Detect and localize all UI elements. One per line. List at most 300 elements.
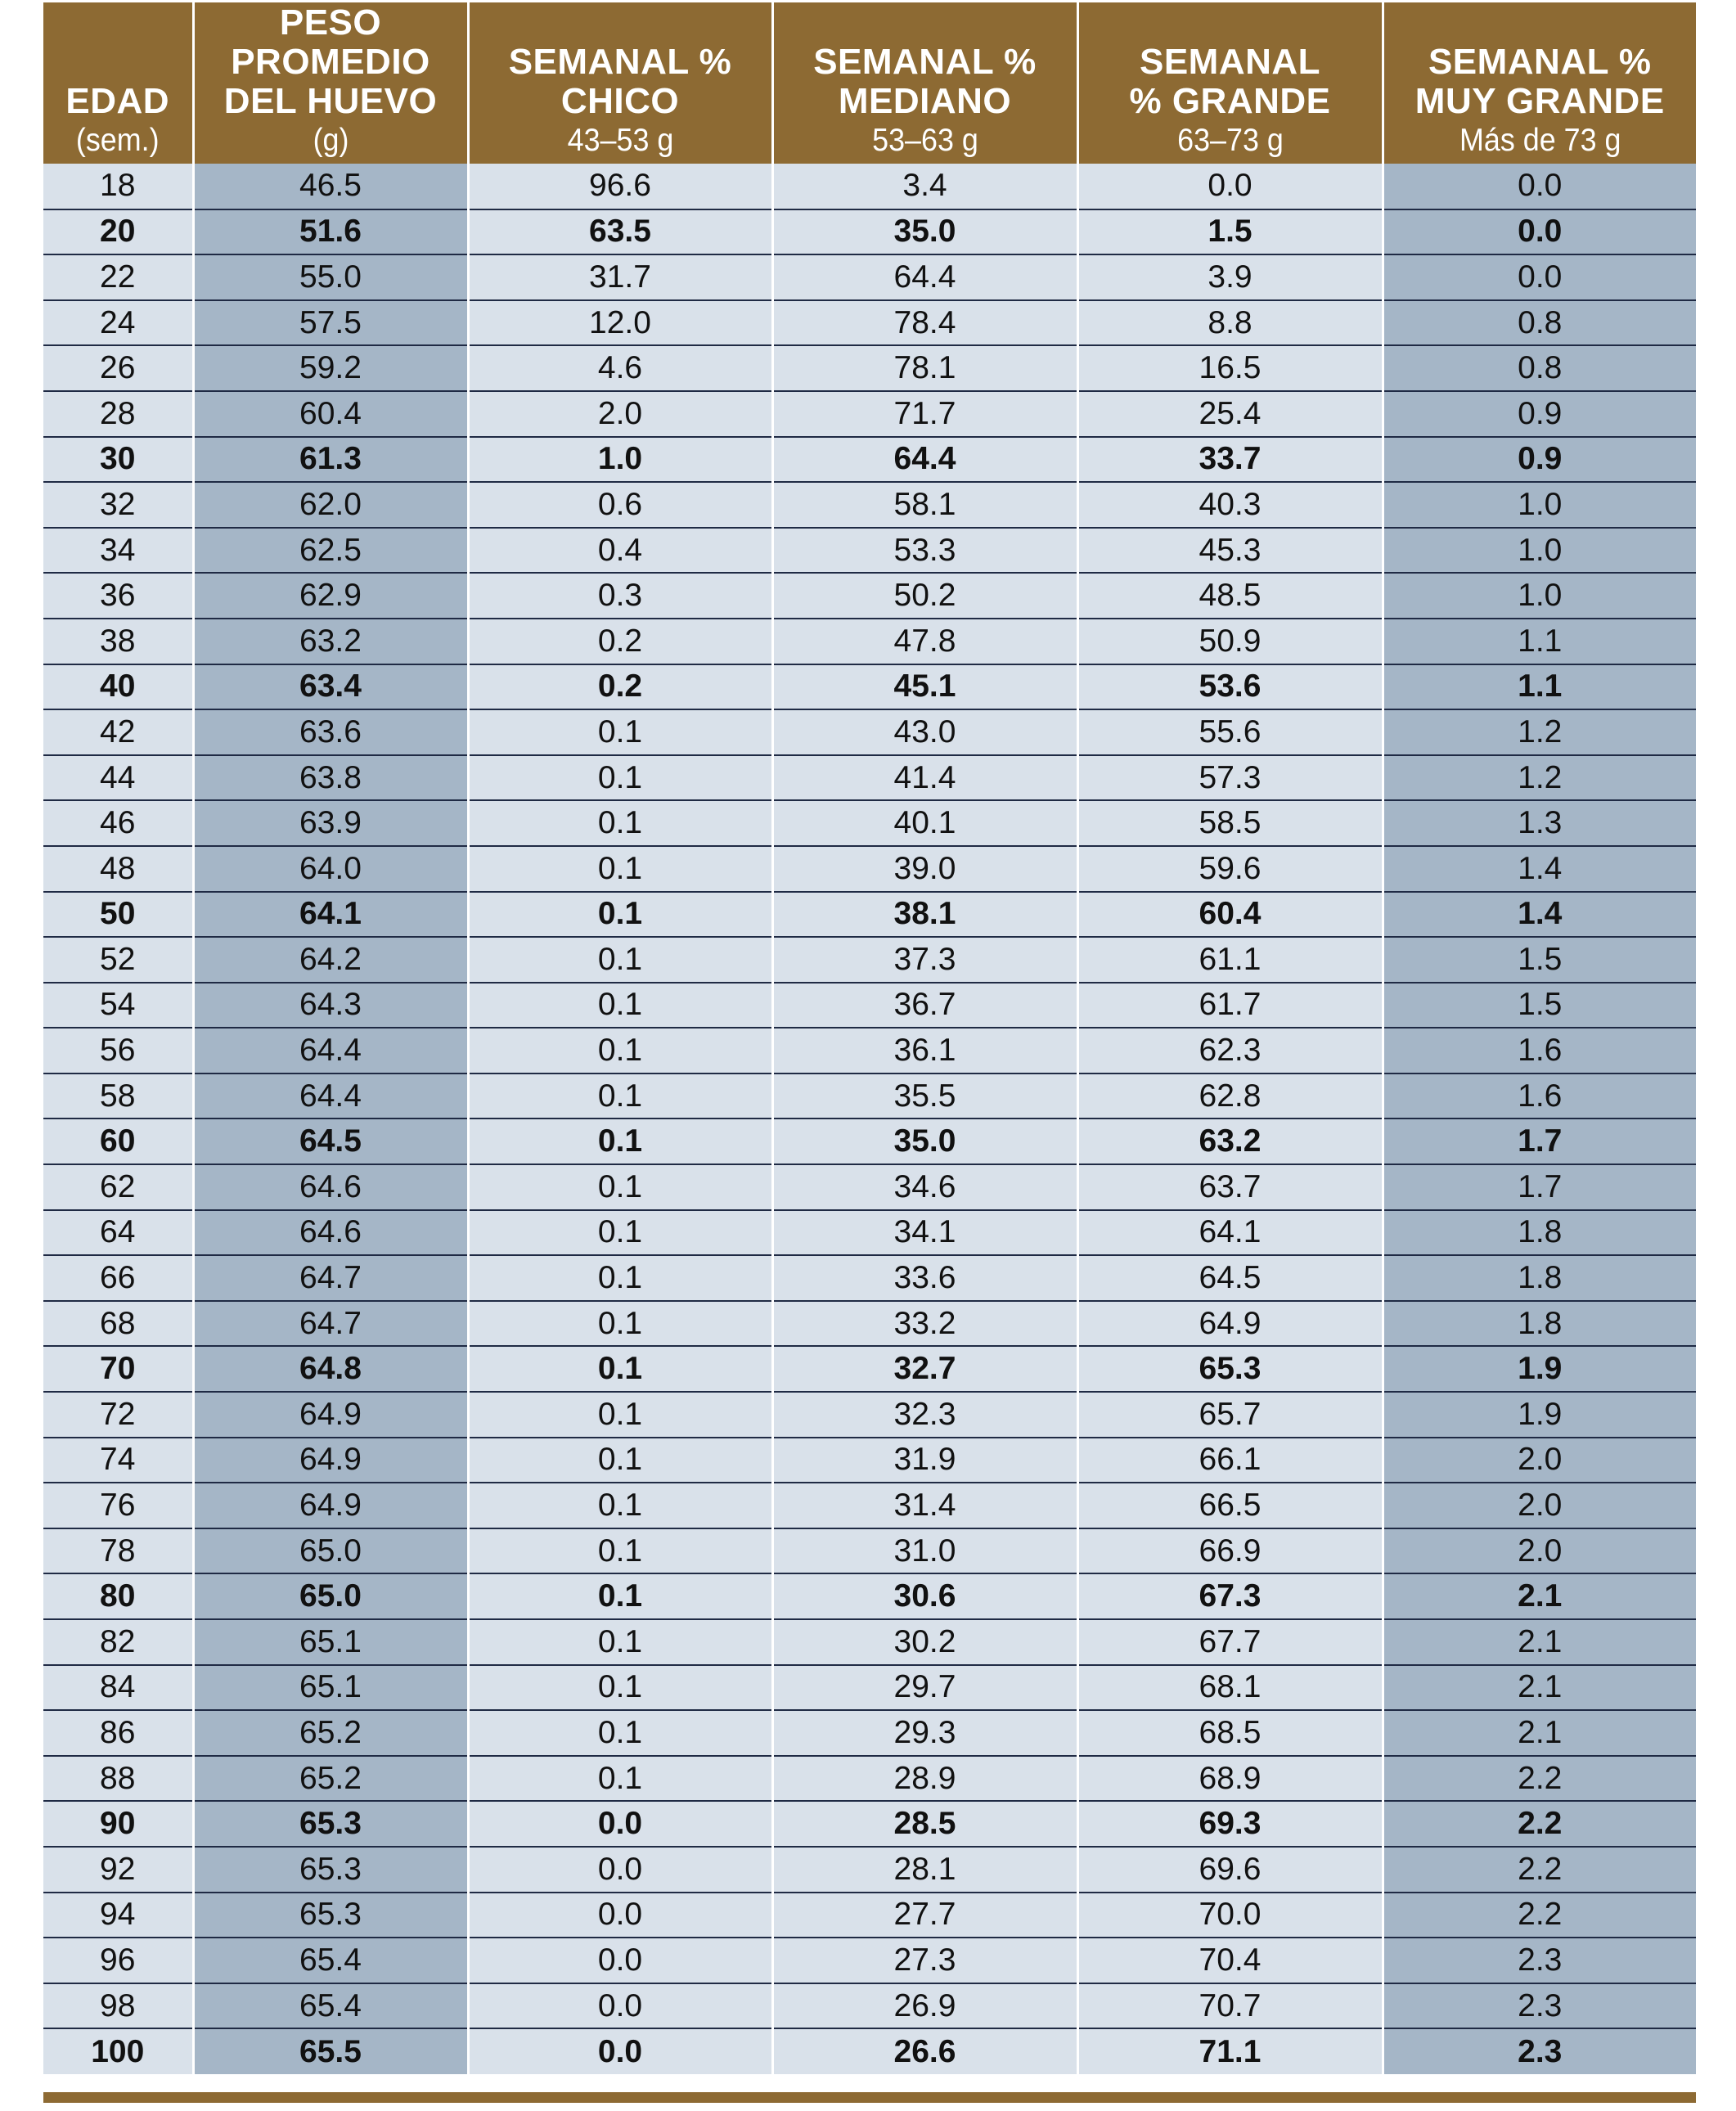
cell-mediano: 39.0: [772, 846, 1077, 892]
cell-mediano: 50.2: [772, 573, 1077, 619]
cell-muy-grande: 1.5: [1383, 937, 1696, 983]
cell-muy-grande: 0.0: [1383, 164, 1696, 209]
cell-peso-promedio: 64.6: [193, 1164, 468, 1210]
cell-peso-promedio: 57.5: [193, 300, 468, 346]
table-row: [43, 1528, 1696, 1574]
table-row: [43, 1119, 1696, 1164]
table-row: [43, 1983, 1696, 2029]
cell-grande: 57.3: [1077, 755, 1383, 801]
cell-muy-grande: 2.3: [1383, 1938, 1696, 1983]
cell-peso-promedio: 64.7: [193, 1255, 468, 1301]
cell-chico: 96.6: [468, 164, 772, 209]
cell-chico: 0.1: [468, 1301, 772, 1347]
cell-chico: 0.1: [468, 1665, 772, 1711]
table-row: [43, 209, 1696, 255]
cell-muy-grande: 2.3: [1383, 1983, 1696, 2029]
cell-edad: 72: [43, 1392, 193, 1438]
cell-peso-promedio: 64.4: [193, 1028, 468, 1074]
cell-chico: 0.1: [468, 709, 772, 755]
cell-edad: 54: [43, 983, 193, 1028]
cell-chico: 0.1: [468, 1710, 772, 1756]
cell-mediano: 33.6: [772, 1255, 1077, 1301]
cell-chico: 0.1: [468, 983, 772, 1028]
cell-muy-grande: 1.8: [1383, 1255, 1696, 1301]
table-row: [43, 345, 1696, 391]
cell-grande: 68.9: [1077, 1756, 1383, 1802]
cell-mediano: 58.1: [772, 482, 1077, 528]
cell-mediano: 40.1: [772, 800, 1077, 846]
cell-peso-promedio: 61.3: [193, 437, 468, 483]
table-body: [43, 164, 1696, 2074]
cell-peso-promedio: 64.1: [193, 892, 468, 938]
cell-peso-promedio: 62.5: [193, 528, 468, 574]
cell-muy-grande: 1.8: [1383, 1301, 1696, 1347]
cell-chico: 0.0: [468, 1938, 772, 1983]
cell-edad: 38: [43, 619, 193, 664]
table-row: [43, 619, 1696, 664]
cell-mediano: 3.4: [772, 164, 1077, 209]
cell-edad: 82: [43, 1619, 193, 1665]
cell-chico: 0.0: [468, 1847, 772, 1893]
header-edad-title: EDAD: [65, 81, 170, 121]
cell-peso-promedio: 64.9: [193, 1392, 468, 1438]
cell-grande: 53.6: [1077, 664, 1383, 710]
cell-edad: 40: [43, 664, 193, 710]
header-grande: [1077, 2, 1383, 164]
cell-grande: 61.1: [1077, 937, 1383, 983]
cell-peso-promedio: 65.2: [193, 1710, 468, 1756]
cell-edad: 98: [43, 1983, 193, 2029]
cell-edad: 18: [43, 164, 193, 209]
cell-grande: 70.7: [1077, 1983, 1383, 2029]
cell-edad: 32: [43, 482, 193, 528]
table-row: [43, 1483, 1696, 1528]
bottom-rule: [43, 2092, 1696, 2103]
header-peso-promedio: [193, 2, 468, 164]
cell-edad: 68: [43, 1301, 193, 1347]
table-row: [43, 1074, 1696, 1119]
cell-muy-grande: 2.1: [1383, 1619, 1696, 1665]
cell-mediano: 78.1: [772, 345, 1077, 391]
table-row: [43, 709, 1696, 755]
cell-peso-promedio: 65.4: [193, 1983, 468, 2029]
table-header: [43, 2, 1696, 164]
cell-muy-grande: 2.1: [1383, 1710, 1696, 1756]
cell-muy-grande: 1.2: [1383, 755, 1696, 801]
cell-mediano: 37.3: [772, 937, 1077, 983]
cell-chico: 12.0: [468, 300, 772, 346]
cell-mediano: 26.9: [772, 1983, 1077, 2029]
cell-edad: 64: [43, 1210, 193, 1256]
cell-chico: 0.1: [468, 755, 772, 801]
cell-edad: 50: [43, 892, 193, 938]
cell-peso-promedio: 63.8: [193, 755, 468, 801]
cell-chico: 0.1: [468, 1438, 772, 1483]
cell-grande: 1.5: [1077, 209, 1383, 255]
cell-grande: 3.9: [1077, 254, 1383, 300]
cell-grande: 65.7: [1077, 1392, 1383, 1438]
cell-grande: 64.9: [1077, 1301, 1383, 1347]
cell-peso-promedio: 64.2: [193, 937, 468, 983]
cell-mediano: 29.7: [772, 1665, 1077, 1711]
table-row: [43, 300, 1696, 346]
cell-mediano: 47.8: [772, 619, 1077, 664]
cell-grande: 16.5: [1077, 345, 1383, 391]
table-row: [43, 1938, 1696, 1983]
cell-peso-promedio: 64.4: [193, 1074, 468, 1119]
cell-muy-grande: 1.7: [1383, 1164, 1696, 1210]
cell-muy-grande: 1.6: [1383, 1028, 1696, 1074]
table-row: [43, 755, 1696, 801]
cell-mediano: 53.3: [772, 528, 1077, 574]
header-mediano-range: 53–63 g: [871, 123, 978, 158]
cell-muy-grande: 0.8: [1383, 300, 1696, 346]
table-row: [43, 1801, 1696, 1847]
cell-grande: 50.9: [1077, 619, 1383, 664]
header-muy-grande-title: SEMANAL % MUY GRANDE: [1414, 42, 1665, 121]
cell-edad: 42: [43, 709, 193, 755]
table-row: [43, 937, 1696, 983]
cell-grande: 40.3: [1077, 482, 1383, 528]
cell-mediano: 30.2: [772, 1619, 1077, 1665]
cell-edad: 96: [43, 1938, 193, 1983]
cell-grande: 66.1: [1077, 1438, 1383, 1483]
cell-mediano: 32.3: [772, 1392, 1077, 1438]
cell-edad: 56: [43, 1028, 193, 1074]
cell-muy-grande: 1.4: [1383, 846, 1696, 892]
cell-mediano: 29.3: [772, 1710, 1077, 1756]
cell-edad: 100: [43, 2028, 193, 2074]
cell-peso-promedio: 55.0: [193, 254, 468, 300]
cell-edad: 88: [43, 1756, 193, 1802]
cell-mediano: 31.0: [772, 1528, 1077, 1574]
cell-grande: 45.3: [1077, 528, 1383, 574]
cell-grande: 69.3: [1077, 1801, 1383, 1847]
table-row: [43, 254, 1696, 300]
cell-grande: 61.7: [1077, 983, 1383, 1028]
cell-chico: 0.1: [468, 1619, 772, 1665]
table-row: [43, 664, 1696, 710]
cell-chico: 0.1: [468, 1346, 772, 1392]
cell-mediano: 36.1: [772, 1028, 1077, 1074]
table-row: [43, 846, 1696, 892]
table-row: [43, 1619, 1696, 1665]
table-row: [43, 1210, 1696, 1256]
table-row: [43, 1847, 1696, 1893]
table-row: [43, 528, 1696, 574]
cell-grande: 64.1: [1077, 1210, 1383, 1256]
table-row: [43, 1301, 1696, 1347]
cell-peso-promedio: 64.9: [193, 1483, 468, 1528]
cell-mediano: 31.4: [772, 1483, 1077, 1528]
table-row: [43, 1346, 1696, 1392]
cell-peso-promedio: 64.9: [193, 1438, 468, 1483]
table-row: [43, 1255, 1696, 1301]
cell-mediano: 35.0: [772, 1119, 1077, 1164]
cell-edad: 46: [43, 800, 193, 846]
cell-mediano: 26.6: [772, 2028, 1077, 2074]
table-row: [43, 391, 1696, 437]
cell-peso-promedio: 64.0: [193, 846, 468, 892]
cell-grande: 33.7: [1077, 437, 1383, 483]
header-mediano: [772, 2, 1077, 164]
table-row: [43, 482, 1696, 528]
cell-chico: 1.0: [468, 437, 772, 483]
cell-edad: 62: [43, 1164, 193, 1210]
cell-edad: 78: [43, 1528, 193, 1574]
cell-chico: 63.5: [468, 209, 772, 255]
cell-chico: 31.7: [468, 254, 772, 300]
cell-chico: 0.1: [468, 1392, 772, 1438]
cell-chico: 0.6: [468, 482, 772, 528]
cell-mediano: 28.5: [772, 1801, 1077, 1847]
cell-chico: 0.0: [468, 1983, 772, 2029]
table-row: [43, 573, 1696, 619]
cell-muy-grande: 2.2: [1383, 1801, 1696, 1847]
cell-chico: 0.1: [468, 892, 772, 938]
cell-mediano: 36.7: [772, 983, 1077, 1028]
cell-peso-promedio: 65.3: [193, 1847, 468, 1893]
header-muy-grande: [1383, 2, 1696, 164]
cell-edad: 92: [43, 1847, 193, 1893]
cell-muy-grande: 1.9: [1383, 1346, 1696, 1392]
cell-peso-promedio: 65.0: [193, 1573, 468, 1619]
cell-grande: 67.3: [1077, 1573, 1383, 1619]
table-row: [43, 1756, 1696, 1802]
cell-peso-promedio: 65.1: [193, 1665, 468, 1711]
cell-muy-grande: 2.3: [1383, 2028, 1696, 2074]
cell-edad: 80: [43, 1573, 193, 1619]
cell-peso-promedio: 65.3: [193, 1893, 468, 1938]
cell-mediano: 27.3: [772, 1938, 1077, 1983]
cell-peso-promedio: 65.1: [193, 1619, 468, 1665]
cell-chico: 0.1: [468, 1483, 772, 1528]
cell-mediano: 35.5: [772, 1074, 1077, 1119]
cell-mediano: 64.4: [772, 254, 1077, 300]
cell-peso-promedio: 65.3: [193, 1801, 468, 1847]
cell-peso-promedio: 65.0: [193, 1528, 468, 1574]
cell-mediano: 38.1: [772, 892, 1077, 938]
table-row: [43, 983, 1696, 1028]
cell-peso-promedio: 62.9: [193, 573, 468, 619]
cell-edad: 66: [43, 1255, 193, 1301]
table-row: [43, 2028, 1696, 2074]
cell-edad: 30: [43, 437, 193, 483]
header-row: [43, 2, 1696, 164]
cell-muy-grande: 2.0: [1383, 1528, 1696, 1574]
cell-edad: 28: [43, 391, 193, 437]
table-row: [43, 1710, 1696, 1756]
cell-muy-grande: 1.5: [1383, 983, 1696, 1028]
cell-grande: 62.8: [1077, 1074, 1383, 1119]
cell-grande: 62.3: [1077, 1028, 1383, 1074]
cell-edad: 26: [43, 345, 193, 391]
cell-muy-grande: 1.9: [1383, 1392, 1696, 1438]
cell-edad: 24: [43, 300, 193, 346]
cell-mediano: 30.6: [772, 1573, 1077, 1619]
cell-peso-promedio: 64.3: [193, 983, 468, 1028]
cell-muy-grande: 2.1: [1383, 1573, 1696, 1619]
cell-peso-promedio: 65.2: [193, 1756, 468, 1802]
cell-edad: 22: [43, 254, 193, 300]
cell-chico: 0.1: [468, 937, 772, 983]
cell-muy-grande: 1.7: [1383, 1119, 1696, 1164]
header-chico: [468, 2, 772, 164]
cell-edad: 94: [43, 1893, 193, 1938]
cell-muy-grande: 0.9: [1383, 391, 1696, 437]
table-row: [43, 1573, 1696, 1619]
cell-edad: 86: [43, 1710, 193, 1756]
cell-peso-promedio: 63.9: [193, 800, 468, 846]
cell-mediano: 64.4: [772, 437, 1077, 483]
cell-edad: 70: [43, 1346, 193, 1392]
table-row: [43, 892, 1696, 938]
cell-mediano: 31.9: [772, 1438, 1077, 1483]
cell-peso-promedio: 63.2: [193, 619, 468, 664]
cell-mediano: 28.1: [772, 1847, 1077, 1893]
cell-chico: 0.3: [468, 573, 772, 619]
cell-chico: 4.6: [468, 345, 772, 391]
cell-mediano: 43.0: [772, 709, 1077, 755]
cell-muy-grande: 1.3: [1383, 800, 1696, 846]
header-mediano-title: SEMANAL % MEDIANO: [813, 42, 1037, 121]
header-peso-promedio-title: PESO PROMEDIO DEL HUEVO: [223, 2, 438, 121]
cell-peso-promedio: 63.4: [193, 664, 468, 710]
cell-mediano: 34.1: [772, 1210, 1077, 1256]
cell-peso-promedio: 65.4: [193, 1938, 468, 1983]
cell-muy-grande: 1.0: [1383, 482, 1696, 528]
cell-grande: 58.5: [1077, 800, 1383, 846]
cell-chico: 0.0: [468, 2028, 772, 2074]
cell-grande: 25.4: [1077, 391, 1383, 437]
cell-grande: 48.5: [1077, 573, 1383, 619]
cell-muy-grande: 1.0: [1383, 528, 1696, 574]
cell-peso-promedio: 65.5: [193, 2028, 468, 2074]
cell-peso-promedio: 60.4: [193, 391, 468, 437]
cell-grande: 55.6: [1077, 709, 1383, 755]
cell-grande: 0.0: [1077, 164, 1383, 209]
header-grande-title: SEMANAL % GRANDE: [1129, 42, 1331, 121]
cell-chico: 0.0: [468, 1801, 772, 1847]
cell-muy-grande: 1.0: [1383, 573, 1696, 619]
cell-muy-grande: 2.0: [1383, 1483, 1696, 1528]
cell-mediano: 41.4: [772, 755, 1077, 801]
cell-grande: 68.1: [1077, 1665, 1383, 1711]
cell-grande: 59.6: [1077, 846, 1383, 892]
header-edad: [43, 2, 193, 164]
cell-peso-promedio: 62.0: [193, 482, 468, 528]
cell-chico: 0.1: [468, 800, 772, 846]
cell-edad: 76: [43, 1483, 193, 1528]
table-row: [43, 164, 1696, 209]
cell-chico: 0.1: [468, 846, 772, 892]
cell-edad: 20: [43, 209, 193, 255]
cell-grande: 66.9: [1077, 1528, 1383, 1574]
cell-peso-promedio: 51.6: [193, 209, 468, 255]
cell-mediano: 35.0: [772, 209, 1077, 255]
table-row: [43, 1164, 1696, 1210]
cell-grande: 67.7: [1077, 1619, 1383, 1665]
cell-mediano: 71.7: [772, 391, 1077, 437]
cell-muy-grande: 0.0: [1383, 209, 1696, 255]
table-row: [43, 1438, 1696, 1483]
cell-peso-promedio: 64.8: [193, 1346, 468, 1392]
cell-grande: 71.1: [1077, 2028, 1383, 2074]
cell-chico: 0.0: [468, 1893, 772, 1938]
header-chico-range: 43–53 g: [567, 123, 673, 158]
cell-edad: 36: [43, 573, 193, 619]
cell-chico: 0.1: [468, 1164, 772, 1210]
cell-edad: 60: [43, 1119, 193, 1164]
cell-chico: 0.1: [468, 1573, 772, 1619]
cell-muy-grande: 1.8: [1383, 1210, 1696, 1256]
cell-mediano: 32.7: [772, 1346, 1077, 1392]
cell-peso-promedio: 63.6: [193, 709, 468, 755]
cell-chico: 0.2: [468, 664, 772, 710]
cell-muy-grande: 1.4: [1383, 892, 1696, 938]
cell-edad: 74: [43, 1438, 193, 1483]
cell-muy-grande: 1.1: [1383, 664, 1696, 710]
cell-chico: 0.1: [468, 1756, 772, 1802]
header-muy-grande-range: Más de 73 g: [1459, 123, 1621, 158]
table-row: [43, 800, 1696, 846]
cell-peso-promedio: 64.5: [193, 1119, 468, 1164]
table-row: [43, 437, 1696, 483]
cell-grande: 63.2: [1077, 1119, 1383, 1164]
cell-edad: 90: [43, 1801, 193, 1847]
cell-peso-promedio: 59.2: [193, 345, 468, 391]
table-row: [43, 1665, 1696, 1711]
cell-chico: 0.1: [468, 1255, 772, 1301]
cell-chico: 0.1: [468, 1074, 772, 1119]
table-row: [43, 1893, 1696, 1938]
table-row: [43, 1028, 1696, 1074]
cell-muy-grande: 1.1: [1383, 619, 1696, 664]
cell-chico: 0.1: [468, 1528, 772, 1574]
cell-edad: 52: [43, 937, 193, 983]
cell-muy-grande: 0.8: [1383, 345, 1696, 391]
cell-muy-grande: 2.1: [1383, 1665, 1696, 1711]
cell-peso-promedio: 64.7: [193, 1301, 468, 1347]
cell-grande: 64.5: [1077, 1255, 1383, 1301]
cell-grande: 8.8: [1077, 300, 1383, 346]
table-row: [43, 1392, 1696, 1438]
cell-edad: 84: [43, 1665, 193, 1711]
cell-mediano: 78.4: [772, 300, 1077, 346]
cell-muy-grande: 2.0: [1383, 1438, 1696, 1483]
header-edad-unit: (sem.): [75, 123, 160, 158]
cell-grande: 68.5: [1077, 1710, 1383, 1756]
cell-muy-grande: 2.2: [1383, 1756, 1696, 1802]
cell-mediano: 28.9: [772, 1756, 1077, 1802]
cell-muy-grande: 0.9: [1383, 437, 1696, 483]
cell-muy-grande: 0.0: [1383, 254, 1696, 300]
cell-grande: 60.4: [1077, 892, 1383, 938]
cell-chico: 0.1: [468, 1119, 772, 1164]
cell-edad: 48: [43, 846, 193, 892]
cell-grande: 70.0: [1077, 1893, 1383, 1938]
cell-muy-grande: 2.2: [1383, 1893, 1696, 1938]
egg-size-table: [43, 2, 1696, 2074]
cell-chico: 0.4: [468, 528, 772, 574]
cell-grande: 65.3: [1077, 1346, 1383, 1392]
cell-edad: 44: [43, 755, 193, 801]
cell-grande: 63.7: [1077, 1164, 1383, 1210]
cell-edad: 34: [43, 528, 193, 574]
cell-muy-grande: 2.2: [1383, 1847, 1696, 1893]
cell-chico: 2.0: [468, 391, 772, 437]
header-peso-promedio-unit: (g): [313, 123, 349, 158]
